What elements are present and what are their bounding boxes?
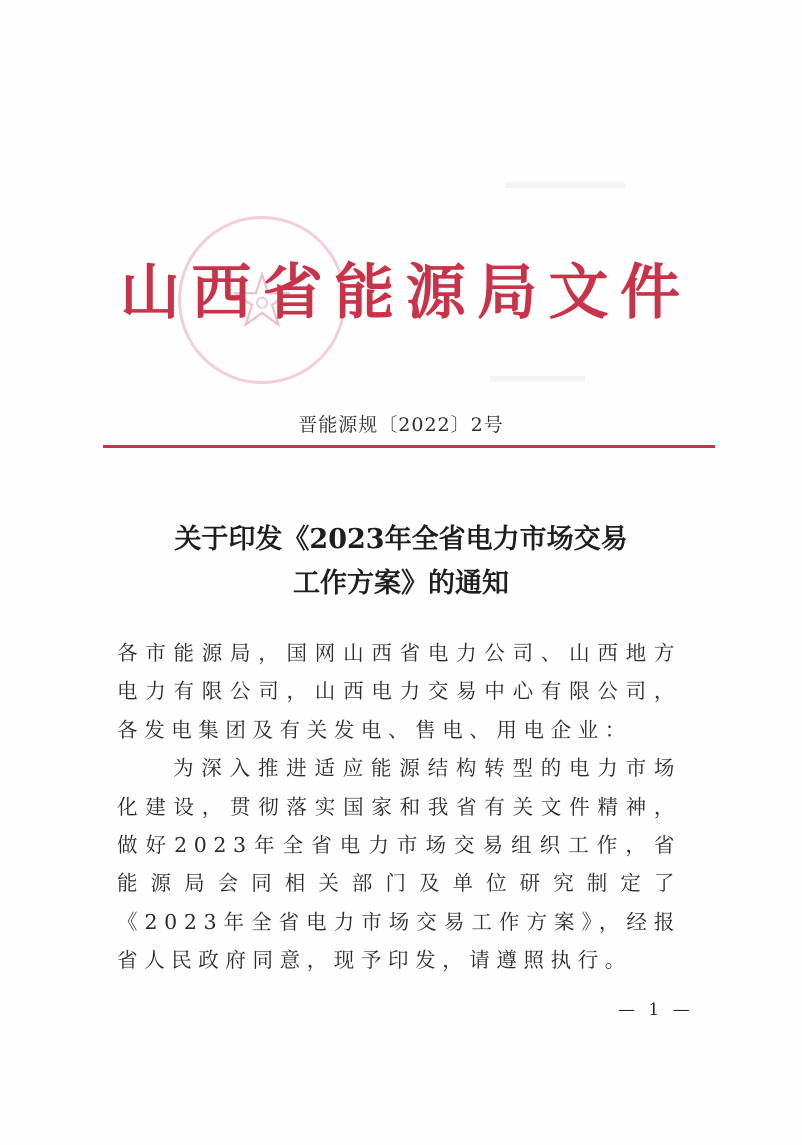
document-number: 晋能源规〔2022〕2号 [298,414,504,436]
masthead-char: 文 [548,258,609,328]
masthead-char: 源 [405,258,466,328]
masthead-char: 能 [334,258,395,328]
masthead-char: 山 [120,258,180,328]
issuing-authority-masthead [120,258,680,328]
recipients-paragraph: 各市能源局，国网山西省电力公司、山西地方电力有限公司，山西电力交易中心有限公司，各发电集团及有关发电、售电、用电企业： [117,641,681,742]
red-divider-rule [103,445,715,448]
document-title [0,518,802,606]
masthead-char: 局 [477,258,538,328]
title-line-2: 工作方案》的通知 [293,568,509,599]
page-number: — 1 — [618,1000,694,1020]
masthead-char: 省 [262,258,323,328]
masthead-char: 件 [619,258,680,328]
scan-bleed-mark [490,376,585,382]
body-paragraph: 为深入推进适应能源结构转型的电力市场化建设，贯彻落实国家和我省有关文件精神，做好2023年全省电力市场交易组织工作，省能源局会同相关部门及单位研究制定了《2023年全省电力市场交易工作方案》，经报省人民政府同意，现予印发，请遵照执行。 [117,756,681,973]
masthead-char: 西 [191,258,252,328]
title-line-1: 关于印发《2023年全省电力市场交易 [174,524,628,555]
document-body [117,634,681,980]
scan-bleed-mark [505,182,625,188]
